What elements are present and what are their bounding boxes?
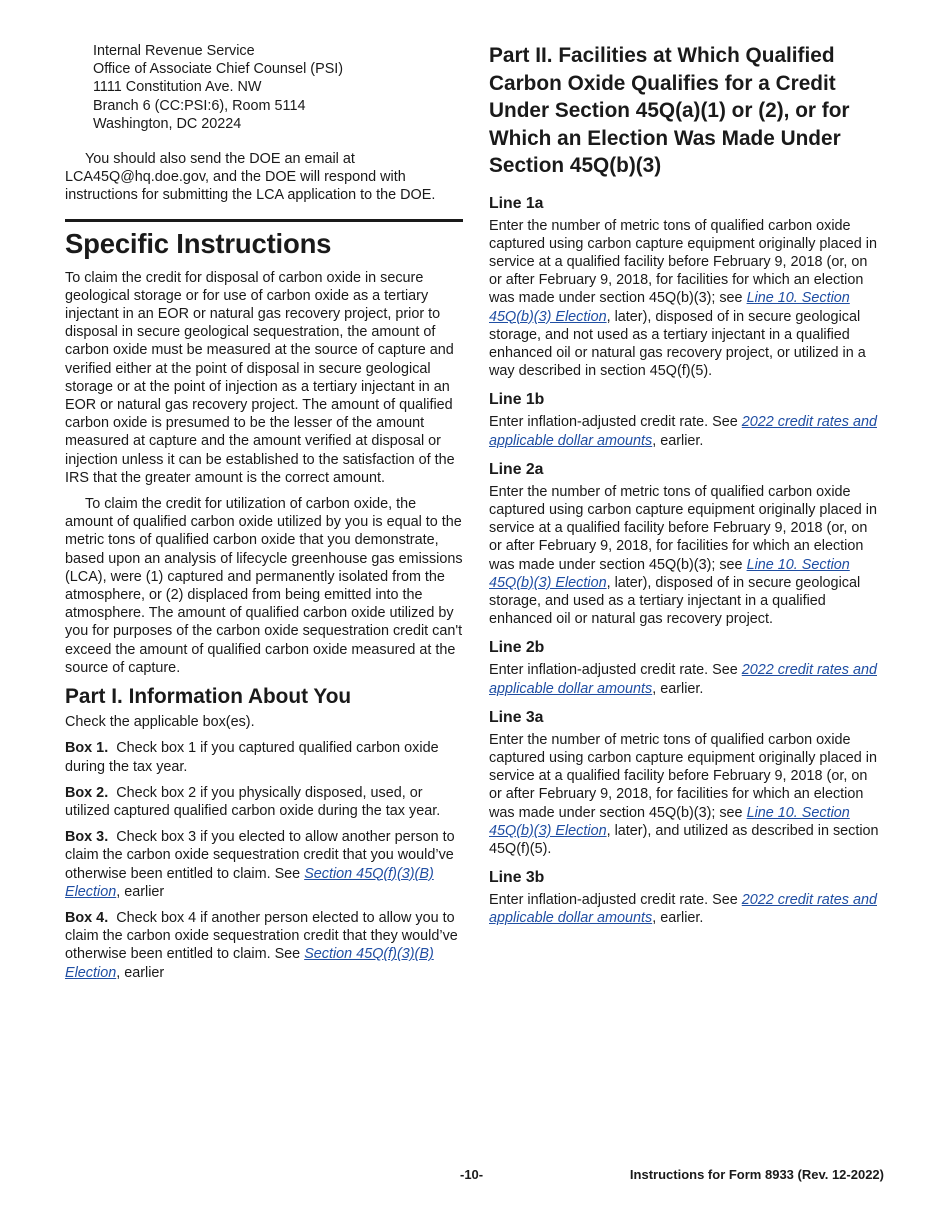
line-1a-text [489, 217, 884, 381]
box-text: Check box 4 if another person elected to allow you to claim the carbon oxide sequestration credit that they would’ve otherwise been entitled to claim. See [65, 909, 458, 963]
box-label: Box 4. [65, 909, 109, 926]
line-10-election-link[interactable]: Line 10. Section 45Q(b)(3) Election [489, 804, 850, 839]
box-label: Box 2. [65, 784, 109, 801]
line-text-after: , later), disposed of in secure geological storage, and not used as a tertiary injectant in a qualified enhanced oil or natural gas recovery project, or utilized in a way described in section 45Q(f)(5). [489, 308, 866, 380]
part1-heading: Part I. Information About You [65, 685, 352, 709]
credit-rates-link[interactable]: 2022 credit rates and applicable dollar amounts [489, 414, 877, 449]
address-line: Internal Revenue Service [93, 43, 255, 59]
form-title: Instructions for Form 8933 (Rev. 12-2022) [629, 1167, 884, 1182]
line-3b-text [489, 891, 884, 927]
line-text-before: Enter the number of metric tons of qualified carbon oxide captured using carbon capture equipment originally placed in service at a qualified facility before February 9, 2018 (or, on or after February 9, 2018, for facilities for which an election was made under section 45Q(b)(3); see [489, 483, 877, 573]
line-1b-text [489, 413, 884, 449]
credit-rates-link[interactable]: 2022 credit rates and applicable dollar amounts [489, 892, 877, 927]
box-3-instruction [65, 828, 463, 901]
box-4-instruction [65, 909, 463, 982]
line-text-after: , earlier. [652, 432, 704, 449]
section-45q-f-3-b-election-link[interactable]: Section 45Q(f)(3)(B) Election [65, 865, 434, 900]
doe-email-paragraph: You should also send the DOE an email at LCA45Q@hq.doe.gov, and the DOE will respond with instructions for submitting the LCA application to the DOE. [65, 151, 436, 204]
page-number: -10- [460, 1167, 484, 1182]
part2-heading: Part II. Facilities at Which Qualified Carbon Oxide Qualifies for a Credit Under Section 45Q(a)(1) or (2), or for Which an Election Was Made Under Section 45Q(b)(3) [489, 44, 850, 177]
line-text-before: Enter the number of metric tons of qualified carbon oxide captured using carbon capture equipment originally placed in service at a qualified facility before February 9, 2018 (or, on or after February 9, 2018, for facilities for which an election was made under section 45Q(b)(3); see [489, 731, 877, 821]
line-10-election-link[interactable]: Line 10. Section 45Q(b)(3) Election [489, 556, 850, 591]
left-column [65, 42, 463, 982]
line-text-before: Enter inflation-adjusted credit rate. See [489, 414, 742, 431]
line-text-before: Enter the number of metric tons of qualified carbon oxide captured using carbon capture equipment originally placed in service at a qualified facility before February 9, 2018 (or, on or after February 9, 2018, for facilities for which an election was made under section 45Q(b)(3); see [489, 217, 877, 307]
irs-address-block [93, 42, 463, 133]
right-column [489, 42, 884, 928]
line-2b-heading: Line 2b [489, 639, 545, 657]
box-text: Check box 1 if you captured qualified carbon oxide during the tax year. [65, 740, 439, 775]
box-label: Box 1. [65, 740, 109, 757]
address-line: 1111 Constitution Ave. NW [93, 79, 262, 96]
address-line: Office of Associate Chief Counsel (PSI) [93, 61, 344, 78]
section-divider [65, 219, 463, 222]
line-2a-text [489, 483, 884, 629]
part1-intro: Check the applicable box(es). [65, 714, 255, 731]
box-text: Check box 2 if you physically disposed, used, or utilized captured qualified carbon oxide during the tax year. [65, 784, 441, 819]
box-2-instruction [65, 784, 463, 820]
box-text: Check box 3 if you elected to allow another person to claim the carbon oxide sequestration credit that you would’ve otherwise been entitled to claim. See [65, 829, 455, 882]
specific-instructions-paragraph-1: To claim the credit for disposal of carbon oxide in secure geological storage or for use of carbon oxide as a tertiary injectant in an EOR or natural gas recovery project, prior to disposal in secure geological sequestration, the amount of carbon oxide must be measured at the source of capture and verified either at the point of disposal in secure geological storage or at the point of injection as a tertiary injectant in an EOR or natural gas recovery project. The amount of qualified carbon oxide is presumed to be the lesser of the amount measured at capture and the amount verified at disposal or injection unless it can be established to the satisfaction of the IRS that the greater amount is the correct amount. [65, 269, 455, 486]
line-1a-heading: Line 1a [489, 194, 544, 212]
section-45q-f-3-b-election-link[interactable]: Section 45Q(f)(3)(B) Election [65, 946, 434, 981]
line-text-after: , earlier. [652, 910, 704, 927]
box-text-after: , earlier [116, 964, 165, 981]
box-text-after: , earlier [116, 883, 165, 900]
line-2a-heading: Line 2a [489, 460, 544, 478]
line-2b-text [489, 661, 884, 697]
credit-rates-link[interactable]: 2022 credit rates and applicable dollar amounts [489, 662, 877, 697]
specific-instructions-paragraph-2: To claim the credit for utilization of carbon oxide, the amount of qualified carbon oxide utilized by you is equal to the metric tons of qualified carbon oxide that you demonstrate, based upon an analysis of lifecycle greenhouse gas emissions (LCA), were (1) captured and permanently isolated from the atmosphere, or (2) displaced from being emitted into the atmosphere. The amount of qualified carbon oxide utilized by you for purposes of the carbon oxide sequestration credit can't exceed the amount of qualified carbon oxide measured at the source of capture. [65, 496, 463, 676]
line-text-after: , later), disposed of in secure geological storage, and used as a tertiary injectant in a qualified enhanced oil or natural gas recovery project. [489, 574, 861, 628]
line-3a-heading: Line 3a [489, 708, 544, 726]
line-3b-heading: Line 3b [489, 869, 545, 887]
line-3a-text [489, 731, 884, 858]
line-text-after: , earlier. [652, 680, 704, 697]
line-text-after: , later), and utilized as described in section 45Q(f)(5). [489, 822, 879, 857]
address-line: Washington, DC 20224 [93, 115, 242, 132]
address-line: Branch 6 (CC:PSI:6), Room 5114 [93, 97, 306, 114]
line-text-before: Enter inflation-adjusted credit rate. See [489, 892, 742, 909]
box-1-instruction [65, 739, 463, 775]
line-1b-heading: Line 1b [489, 391, 545, 409]
box-label: Box 3. [65, 829, 109, 846]
line-10-election-link[interactable]: Line 10. Section 45Q(b)(3) Election [489, 290, 850, 325]
line-text-before: Enter inflation-adjusted credit rate. See [489, 662, 742, 679]
specific-instructions-heading: Specific Instructions [65, 227, 332, 259]
